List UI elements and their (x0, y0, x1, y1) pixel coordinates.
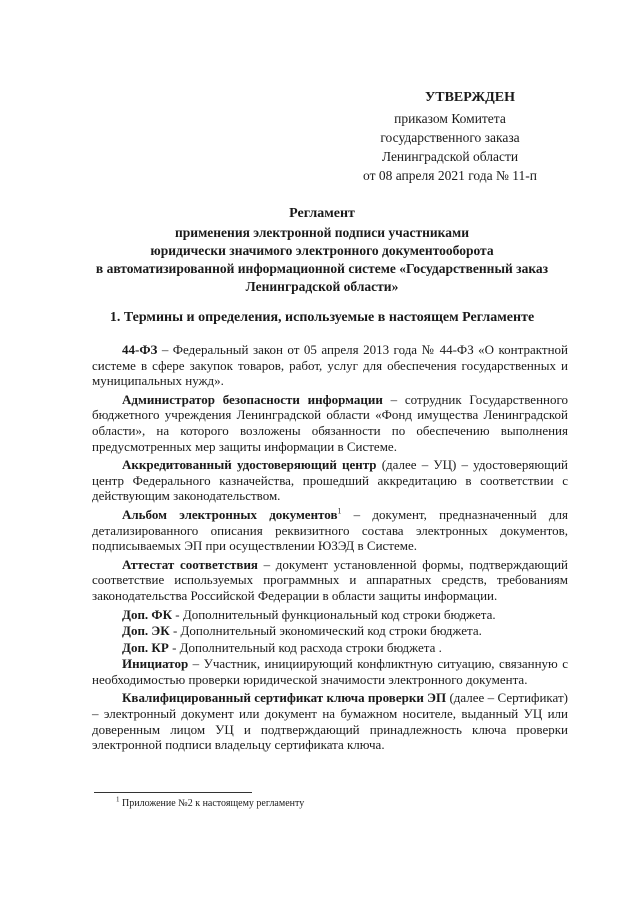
footnote (116, 795, 305, 809)
definition-item (92, 656, 568, 687)
footnote-text: Приложение №2 к настоящему регламенту (119, 798, 305, 809)
definition-item (92, 457, 568, 504)
definition-item (92, 690, 568, 752)
definition-term: Доп. КР (122, 639, 169, 655)
title-line: Регламент (289, 206, 355, 221)
definition-text: – Федеральный закон от 05 апреля 2013 года № 44-ФЗ «О контрактной системе в сфере закупок товаров, работ, услуг для обеспечения государственных и муниципальных нужд». (92, 342, 568, 389)
definition-text: - Дополнительный экономический код строки бюджета. (169, 623, 482, 639)
definition-item (92, 342, 568, 389)
section-heading: 1. Термины и определения, используемые в настоящем Регламенте (109, 310, 535, 325)
title-line: Ленинградской области» (245, 279, 399, 294)
footnote-mark: 1 (116, 795, 120, 804)
definition-term: Доп. ЭК (122, 623, 170, 639)
definition-term: Инициатор (122, 656, 189, 672)
definition-term: Альбом электронных документов (122, 506, 338, 522)
definition-item (92, 557, 568, 604)
definition-text: - Дополнительный код расхода строки бюджета . (168, 639, 442, 655)
definitions-list (92, 342, 568, 756)
approval-line: Ленинградской области (381, 149, 519, 164)
definition-item (92, 607, 568, 623)
definition-text: – сотрудник Государственного бюджетного учреждения Ленинградской области «Фонд имущества Ленинградской области», на которого возложены обязанности по обеспечению выполнения предусмотренных мер защиты информации в Системе. (92, 391, 568, 454)
definition-term: Доп. ФК (122, 606, 173, 622)
definition-term: 44-ФЗ (122, 342, 158, 357)
definition-item (92, 392, 568, 454)
approval-line: от 08 апреля 2021 года № 11-п (363, 168, 537, 183)
approval-heading: УТВЕРЖДЕН (424, 90, 516, 105)
definition-term: Аккредитованный удостоверяющий центр (122, 457, 377, 473)
definition-term: Администратор безопасности информации (122, 391, 383, 407)
document-title (72, 205, 572, 296)
definition-text: - Дополнительный функциональный код строки бюджета. (172, 606, 496, 622)
title-line: применения электронной подписи участниками (175, 225, 469, 240)
definition-text: – документ установленной формы, подтверждающий соответствие используемых программных и аппаратных средств, требованиям законодательства Российской Федерации в области защиты информации. (92, 556, 569, 603)
footnote-reference: 1 (337, 506, 342, 516)
approval-stamp (330, 88, 570, 185)
definition-text: (далее – Сертификат) – электронный документ или документ на бумажном носителе, выданный УЦ или доверенным лицом УЦ и подтверждающий принадлежность ключа проверки электронной подписи владельцу сертификата ключа. (92, 690, 568, 753)
definition-text: (далее – УЦ) – удостоверяющий центр Федерального казначейства, прошедший аккредитацию в соответствии с действующим законодательством. (92, 457, 569, 504)
footnote-divider (94, 792, 252, 793)
title-line: в автоматизированной информационной системе «Государственный заказ (95, 261, 549, 276)
definition-text: – Участник, инициирующий конфликтную ситуацию, связанную с необходимостью проверки юридической значимости электронного документа. (92, 656, 568, 687)
title-line: юридически значимого электронного документооборота (150, 243, 494, 258)
approval-line: приказом Комитета (394, 111, 506, 126)
definition-item (92, 507, 568, 554)
definition-text: – документ, предназначенный для детализированного описания реквизитного состава электронных документов, подписываемых ЭП при осуществлении ЮЗЭД в Системе. (92, 506, 569, 554)
definition-term: Аттестат соответствия (122, 556, 258, 572)
definition-item (92, 640, 568, 656)
approval-line: государственного заказа (380, 130, 520, 145)
definition-item (92, 623, 568, 639)
definition-term: Квалифицированный сертификат ключа проверки ЭП (122, 690, 447, 706)
